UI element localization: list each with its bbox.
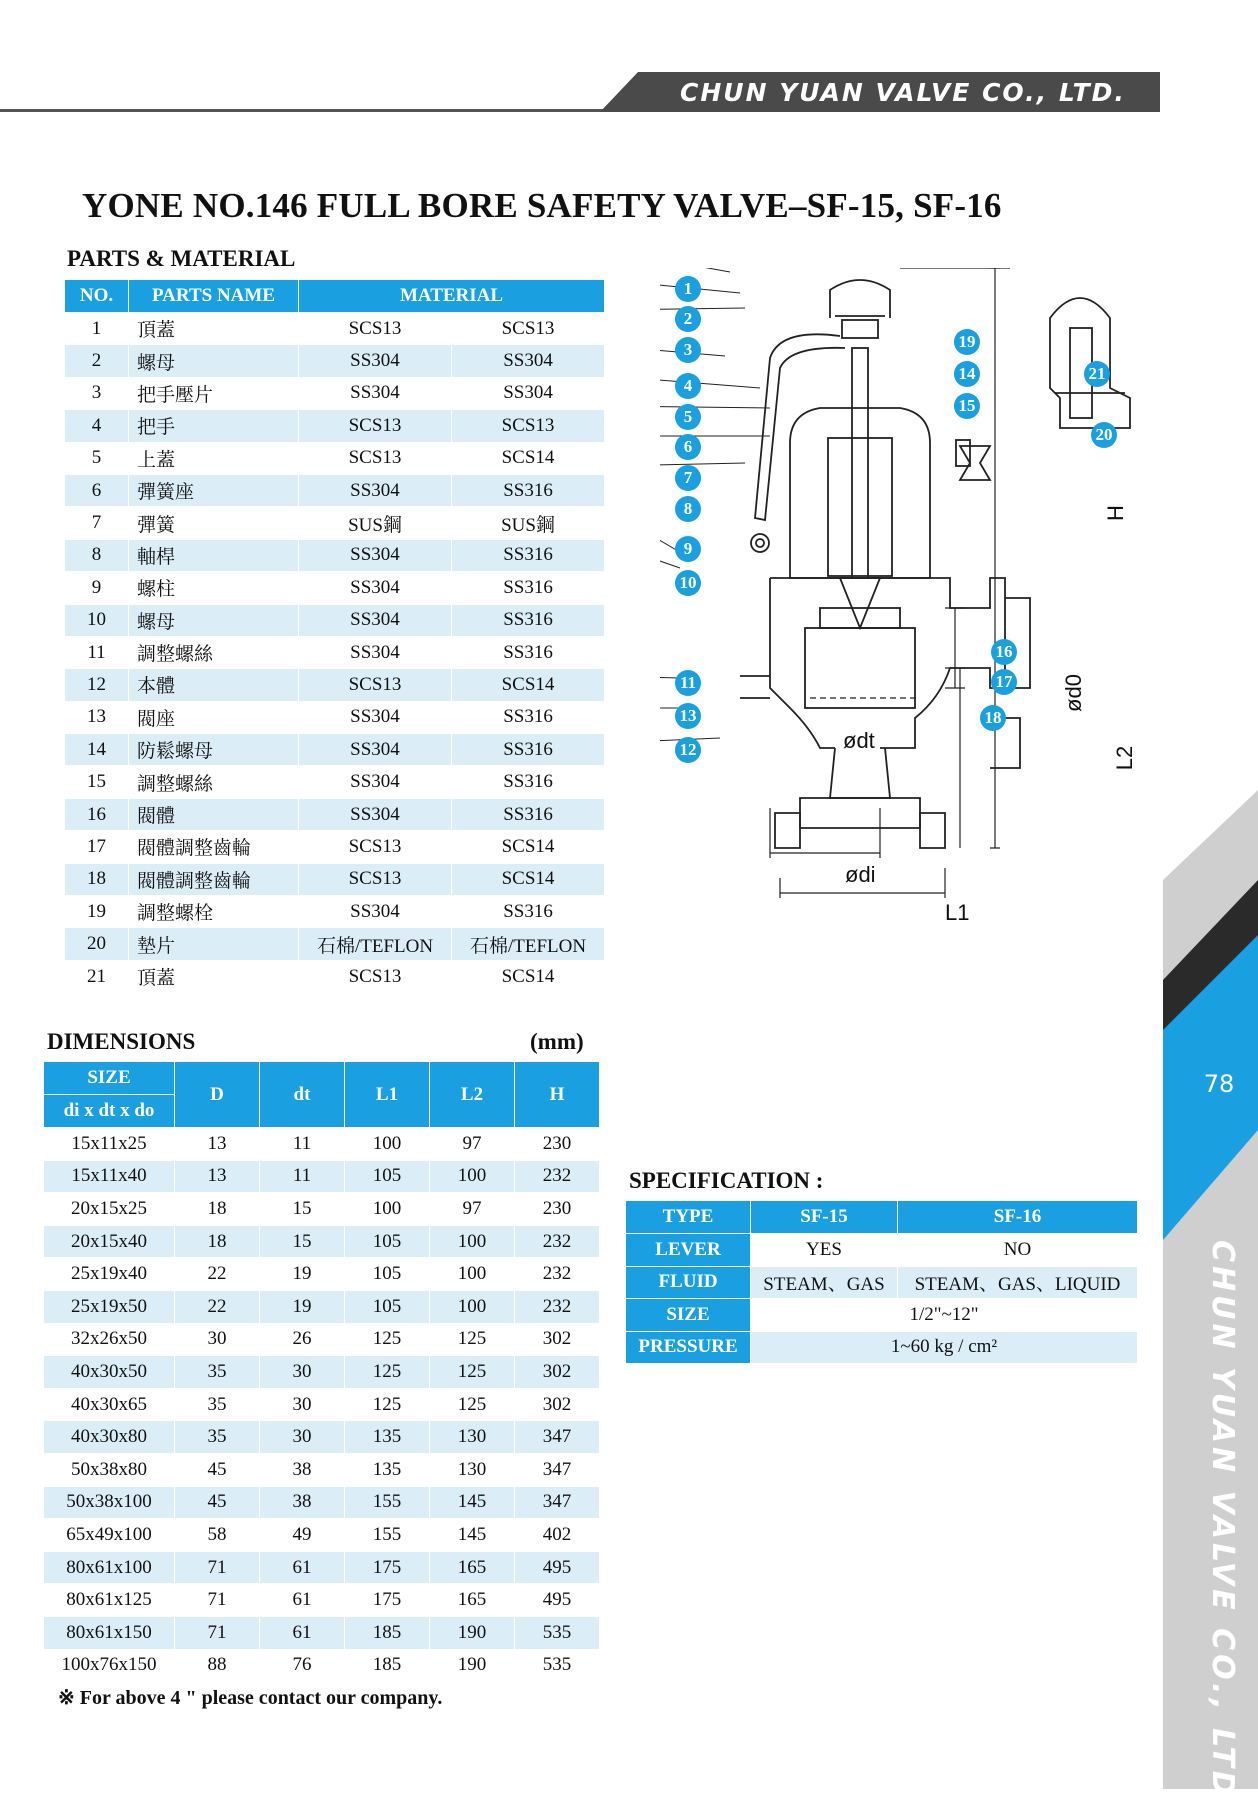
parts-cell-name: 調整螺栓 — [129, 896, 299, 928]
dimensions-footnote: ※ For above 4 " please contact our company. — [58, 1687, 443, 1709]
parts-cell-name: 把手 — [129, 410, 299, 442]
dims-cell-size: 50x38x100 — [44, 1486, 175, 1519]
parts-cell-material-sf16: SS316 — [452, 539, 605, 571]
parts-cell-name: 頂蓋 — [129, 960, 299, 992]
parts-cell-material-sf15: SUS鋼 — [299, 507, 452, 539]
dims-row — [44, 1128, 600, 1161]
dims-cell-l1: 105 — [345, 1258, 430, 1291]
parts-cell-material-sf15: SS304 — [299, 896, 452, 928]
parts-row — [65, 507, 605, 539]
dims-cell-h: 232 — [515, 1225, 600, 1258]
dim-d0-label: ød0 — [1060, 674, 1086, 712]
dims-cell-size: 40x30x65 — [44, 1388, 175, 1421]
parts-col-material: MATERIAL — [299, 280, 605, 313]
dims-col-d: D — [175, 1062, 260, 1128]
dims-row — [44, 1160, 600, 1193]
parts-table-body — [65, 313, 605, 993]
parts-cell-material-sf16: SCS14 — [452, 831, 605, 863]
dims-cell-dt: 38 — [260, 1453, 345, 1486]
parts-cell-material-sf15: SS304 — [299, 539, 452, 571]
parts-cell-material-sf16: SUS鋼 — [452, 507, 605, 539]
callout-19: 19 — [954, 329, 980, 355]
dims-cell-h: 302 — [515, 1323, 600, 1356]
dims-cell-d: 45 — [175, 1486, 260, 1519]
parts-row — [65, 896, 605, 928]
callout-13: 13 — [675, 703, 701, 729]
dims-cell-l1: 105 — [345, 1225, 430, 1258]
dims-cell-size: 80x61x150 — [44, 1616, 175, 1649]
dims-cell-h: 495 — [515, 1551, 600, 1584]
dims-cell-h: 230 — [515, 1128, 600, 1161]
parts-row — [65, 669, 605, 701]
parts-cell-material-sf15: SCS13 — [299, 669, 452, 701]
dims-cell-dt: 11 — [260, 1160, 345, 1193]
dims-cell-d: 18 — [175, 1193, 260, 1226]
parts-cell-material-sf15: SCS13 — [299, 863, 452, 895]
dims-cell-h: 347 — [515, 1453, 600, 1486]
dim-di-label: ødi — [845, 862, 876, 887]
dims-cell-d: 71 — [175, 1584, 260, 1617]
dims-cell-l1: 125 — [345, 1356, 430, 1389]
parts-cell-name: 調整螺絲 — [129, 766, 299, 798]
dims-cell-h: 402 — [515, 1519, 600, 1552]
spec-pressure-label: PRESSURE — [626, 1331, 751, 1364]
parts-cell-no: 21 — [65, 960, 129, 992]
dims-row — [44, 1225, 600, 1258]
dims-cell-size: 20x15x25 — [44, 1193, 175, 1226]
parts-cell-name: 螺母 — [129, 604, 299, 636]
parts-cell-no: 13 — [65, 701, 129, 733]
parts-cell-no: 16 — [65, 798, 129, 830]
dims-cell-l2: 100 — [430, 1258, 515, 1291]
header-company: CHUN YUAN VALVE CO., LTD. — [680, 78, 1126, 107]
dims-cell-dt: 38 — [260, 1486, 345, 1519]
dims-row — [44, 1356, 600, 1389]
spec-pressure-value: 1~60 kg / cm² — [751, 1331, 1138, 1364]
callout-8: 8 — [675, 496, 701, 522]
spec-fluid-sf16: STEAM、GAS、LIQUID — [898, 1266, 1138, 1299]
callout-11: 11 — [675, 670, 701, 696]
parts-cell-name: 把手壓片 — [129, 377, 299, 409]
dims-cell-dt: 19 — [260, 1290, 345, 1323]
dims-cell-dt: 61 — [260, 1551, 345, 1584]
parts-cell-material-sf16: SCS14 — [452, 863, 605, 895]
dim-l2-label: L2 — [1112, 745, 1138, 771]
parts-cell-name: 軸桿 — [129, 539, 299, 571]
dims-cell-l2: 125 — [430, 1323, 515, 1356]
parts-cell-no: 11 — [65, 636, 129, 668]
parts-cell-name: 閥體調整齒輪 — [129, 863, 299, 895]
dims-cell-dt: 19 — [260, 1258, 345, 1291]
parts-cell-material-sf15: SCS13 — [299, 960, 452, 992]
dims-cell-h: 232 — [515, 1290, 600, 1323]
parts-row — [65, 345, 605, 377]
parts-cell-material-sf15: SS304 — [299, 636, 452, 668]
spec-type-sf16: SF-16 — [898, 1201, 1138, 1234]
parts-cell-material-sf16: SCS13 — [452, 410, 605, 442]
parts-cell-material-sf16: SS316 — [452, 572, 605, 604]
callout-1: 1 — [675, 276, 701, 302]
parts-cell-material-sf16: SS316 — [452, 896, 605, 928]
dims-cell-h: 232 — [515, 1160, 600, 1193]
dims-cell-h: 302 — [515, 1356, 600, 1389]
parts-cell-name: 彈簧座 — [129, 474, 299, 506]
dims-cell-l2: 145 — [430, 1486, 515, 1519]
parts-cell-material-sf16: SS316 — [452, 636, 605, 668]
dims-row — [44, 1453, 600, 1486]
parts-cell-material-sf15: SCS13 — [299, 313, 452, 345]
parts-cell-no: 10 — [65, 604, 129, 636]
parts-cell-name: 本體 — [129, 669, 299, 701]
parts-row — [65, 377, 605, 409]
dims-row — [44, 1486, 600, 1519]
parts-cell-no: 17 — [65, 831, 129, 863]
parts-cell-name: 彈簧 — [129, 507, 299, 539]
dims-cell-l1: 125 — [345, 1323, 430, 1356]
parts-cell-material-sf16: 石棉/TEFLON — [452, 928, 605, 960]
dims-cell-d: 30 — [175, 1323, 260, 1356]
parts-cell-material-sf15: SCS13 — [299, 410, 452, 442]
dims-cell-l1: 105 — [345, 1290, 430, 1323]
dims-cell-d: 88 — [175, 1649, 260, 1682]
callout-17: 17 — [991, 669, 1017, 695]
parts-cell-name: 墊片 — [129, 928, 299, 960]
dims-col-h: H — [515, 1062, 600, 1128]
parts-cell-material-sf15: SS304 — [299, 701, 452, 733]
dims-cell-dt: 30 — [260, 1388, 345, 1421]
dims-cell-size: 80x61x100 — [44, 1551, 175, 1584]
dims-cell-d: 35 — [175, 1388, 260, 1421]
dims-col-size-sub: di x dt x do — [44, 1095, 175, 1128]
parts-table — [64, 279, 605, 993]
dims-cell-size: 25x19x40 — [44, 1258, 175, 1291]
dims-cell-size: 25x19x50 — [44, 1290, 175, 1323]
dim-h-label: H — [1102, 505, 1128, 521]
dims-cell-l1: 105 — [345, 1160, 430, 1193]
dims-row — [44, 1193, 600, 1226]
parts-cell-name: 上蓋 — [129, 442, 299, 474]
parts-cell-name: 防鬆螺母 — [129, 734, 299, 766]
dims-cell-d: 35 — [175, 1356, 260, 1389]
dim-dt-label: ødt — [843, 728, 875, 753]
parts-cell-material-sf16: SS316 — [452, 734, 605, 766]
parts-cell-name: 閥座 — [129, 701, 299, 733]
dims-cell-size: 15x11x40 — [44, 1160, 175, 1193]
spec-fluid-label: FLUID — [626, 1266, 751, 1299]
dims-cell-l1: 175 — [345, 1584, 430, 1617]
dims-row — [44, 1616, 600, 1649]
parts-row — [65, 410, 605, 442]
dims-row — [44, 1421, 600, 1454]
dims-cell-l2: 125 — [430, 1388, 515, 1421]
dims-cell-l2: 97 — [430, 1193, 515, 1226]
dims-cell-dt: 30 — [260, 1356, 345, 1389]
spec-lever-sf16: NO — [898, 1234, 1138, 1267]
dims-col-size: SIZE — [44, 1062, 175, 1095]
parts-cell-material-sf15: SS304 — [299, 798, 452, 830]
parts-cell-material-sf15: SS304 — [299, 345, 452, 377]
callout-9: 9 — [675, 536, 701, 562]
parts-row — [65, 960, 605, 992]
dims-row — [44, 1584, 600, 1617]
parts-cell-no: 20 — [65, 928, 129, 960]
dims-cell-l1: 155 — [345, 1519, 430, 1552]
dims-cell-l1: 100 — [345, 1128, 430, 1161]
dims-cell-d: 13 — [175, 1128, 260, 1161]
parts-cell-name: 閥體 — [129, 798, 299, 830]
dims-cell-h: 535 — [515, 1616, 600, 1649]
dims-cell-h: 347 — [515, 1486, 600, 1519]
dims-cell-d: 22 — [175, 1258, 260, 1291]
dimensions-table-body — [44, 1128, 600, 1682]
dims-cell-h: 495 — [515, 1584, 600, 1617]
dims-cell-l2: 125 — [430, 1356, 515, 1389]
callout-4: 4 — [675, 373, 701, 399]
parts-cell-material-sf15: SS304 — [299, 377, 452, 409]
dims-cell-dt: 15 — [260, 1225, 345, 1258]
spec-type-sf15: SF-15 — [751, 1201, 898, 1234]
dims-cell-size: 65x49x100 — [44, 1519, 175, 1552]
parts-cell-name: 調整螺絲 — [129, 636, 299, 668]
callout-5: 5 — [675, 404, 701, 430]
callout-2: 2 — [675, 306, 701, 332]
dims-cell-d: 13 — [175, 1160, 260, 1193]
parts-cell-material-sf16: SS316 — [452, 474, 605, 506]
parts-row — [65, 313, 605, 345]
parts-row — [65, 831, 605, 863]
dims-col-l2: L2 — [430, 1062, 515, 1128]
page-number: 78 — [1203, 1070, 1235, 1098]
dims-cell-l1: 125 — [345, 1388, 430, 1421]
parts-row — [65, 701, 605, 733]
parts-row — [65, 474, 605, 506]
parts-cell-material-sf15: SS304 — [299, 474, 452, 506]
parts-cell-material-sf16: SCS14 — [452, 960, 605, 992]
parts-cell-no: 5 — [65, 442, 129, 474]
cap-outline — [830, 280, 890, 318]
parts-cell-no: 2 — [65, 345, 129, 377]
dims-cell-h: 232 — [515, 1258, 600, 1291]
spec-size-value: 1/2"~12" — [751, 1299, 1138, 1332]
parts-row — [65, 539, 605, 571]
parts-row — [65, 572, 605, 604]
parts-cell-no: 6 — [65, 474, 129, 506]
parts-row — [65, 636, 605, 668]
dims-cell-d: 18 — [175, 1225, 260, 1258]
parts-cell-no: 9 — [65, 572, 129, 604]
sidebar-vertical-wrap — [1180, 1240, 1240, 1815]
dims-cell-l1: 175 — [345, 1551, 430, 1584]
parts-cell-no: 4 — [65, 410, 129, 442]
parts-cell-material-sf16: SCS14 — [452, 442, 605, 474]
dims-cell-h: 347 — [515, 1421, 600, 1454]
dims-cell-size: 20x15x40 — [44, 1225, 175, 1258]
dims-cell-l2: 190 — [430, 1616, 515, 1649]
parts-cell-no: 3 — [65, 377, 129, 409]
dims-row — [44, 1258, 600, 1291]
dims-cell-d: 58 — [175, 1519, 260, 1552]
dims-row — [44, 1323, 600, 1356]
dimensions-table — [43, 1061, 600, 1682]
specification-table — [625, 1200, 1138, 1364]
dimensions-heading: DIMENSIONS — [47, 1029, 196, 1054]
specification-heading: SPECIFICATION : — [629, 1168, 824, 1193]
parts-cell-material-sf15: SS304 — [299, 734, 452, 766]
dims-cell-d: 71 — [175, 1616, 260, 1649]
parts-cell-material-sf16: SS316 — [452, 798, 605, 830]
dims-cell-size: 15x11x25 — [44, 1128, 175, 1161]
dims-cell-l1: 155 — [345, 1486, 430, 1519]
dims-cell-dt: 61 — [260, 1616, 345, 1649]
parts-row — [65, 863, 605, 895]
parts-cell-material-sf16: SCS13 — [452, 313, 605, 345]
dims-cell-l2: 165 — [430, 1551, 515, 1584]
dims-cell-l1: 185 — [345, 1616, 430, 1649]
parts-row — [65, 798, 605, 830]
parts-cell-material-sf16: SS316 — [452, 766, 605, 798]
dims-row — [44, 1290, 600, 1323]
dims-cell-size: 32x26x50 — [44, 1323, 175, 1356]
dims-col-dt: dt — [260, 1062, 345, 1128]
parts-cell-no: 15 — [65, 766, 129, 798]
dims-cell-dt: 26 — [260, 1323, 345, 1356]
spec-lever-label: LEVER — [626, 1234, 751, 1267]
dims-cell-l2: 165 — [430, 1584, 515, 1617]
parts-cell-material-sf16: SS316 — [452, 701, 605, 733]
dims-cell-l1: 135 — [345, 1421, 430, 1454]
parts-cell-material-sf15: SS304 — [299, 766, 452, 798]
dims-row — [44, 1551, 600, 1584]
callout-21: 21 — [1084, 361, 1110, 387]
parts-cell-material-sf15: SCS13 — [299, 831, 452, 863]
valve-drawing — [660, 268, 1150, 948]
parts-cell-material-sf15: SS304 — [299, 572, 452, 604]
dims-cell-h: 230 — [515, 1193, 600, 1226]
dims-cell-dt: 49 — [260, 1519, 345, 1552]
dims-cell-size: 80x61x125 — [44, 1584, 175, 1617]
parts-cell-no: 12 — [65, 669, 129, 701]
dims-cell-l2: 190 — [430, 1649, 515, 1682]
parts-cell-name: 頂蓋 — [129, 313, 299, 345]
dims-cell-l2: 100 — [430, 1290, 515, 1323]
parts-row — [65, 734, 605, 766]
dims-cell-dt: 76 — [260, 1649, 345, 1682]
dims-cell-d: 45 — [175, 1453, 260, 1486]
dims-cell-l2: 97 — [430, 1128, 515, 1161]
dims-cell-d: 35 — [175, 1421, 260, 1454]
dims-cell-l2: 130 — [430, 1421, 515, 1454]
parts-cell-material-sf16: SS316 — [452, 604, 605, 636]
dims-cell-d: 22 — [175, 1290, 260, 1323]
page-title: YONE NO.146 FULL BORE SAFETY VALVE–SF-15, SF-16 — [82, 186, 1002, 225]
dims-cell-dt: 30 — [260, 1421, 345, 1454]
parts-row — [65, 928, 605, 960]
parts-cell-name: 螺母 — [129, 345, 299, 377]
callout-12: 12 — [675, 737, 701, 763]
parts-heading: PARTS & MATERIAL — [67, 246, 296, 271]
dims-cell-dt: 11 — [260, 1128, 345, 1161]
parts-cell-material-sf16: SS304 — [452, 345, 605, 377]
dim-l1-label: L1 — [945, 900, 970, 925]
callout-10: 10 — [675, 570, 701, 596]
spec-size-label: SIZE — [626, 1299, 751, 1332]
parts-cell-material-sf15: SS304 — [299, 604, 452, 636]
callout-3: 3 — [675, 337, 701, 363]
dimensions-unit: (mm) — [530, 1029, 584, 1054]
parts-cell-no: 14 — [65, 734, 129, 766]
parts-cell-material-sf16: SS304 — [452, 377, 605, 409]
callout-7: 7 — [675, 465, 701, 491]
dims-cell-l2: 100 — [430, 1225, 515, 1258]
callout-18: 18 — [980, 705, 1006, 731]
dims-row — [44, 1388, 600, 1421]
dims-cell-l1: 100 — [345, 1193, 430, 1226]
dims-cell-l1: 135 — [345, 1453, 430, 1486]
parts-row — [65, 766, 605, 798]
sidebar-vertical-text: CHUN YUAN VALVE CO., LTD. — [1205, 1240, 1240, 1815]
parts-cell-material-sf15: SCS13 — [299, 442, 452, 474]
dims-col-l1: L1 — [345, 1062, 430, 1128]
parts-cell-name: 螺柱 — [129, 572, 299, 604]
callout-16: 16 — [991, 639, 1017, 665]
parts-cell-no: 7 — [65, 507, 129, 539]
dims-row — [44, 1519, 600, 1552]
dims-cell-dt: 61 — [260, 1584, 345, 1617]
dims-cell-size: 40x30x80 — [44, 1421, 175, 1454]
callout-14: 14 — [954, 361, 980, 387]
parts-row — [65, 442, 605, 474]
dims-cell-h: 535 — [515, 1649, 600, 1682]
dims-cell-size: 100x76x150 — [44, 1649, 175, 1682]
callout-15: 15 — [954, 393, 980, 419]
parts-cell-no: 19 — [65, 896, 129, 928]
parts-cell-no: 18 — [65, 863, 129, 895]
parts-col-no: NO. — [65, 280, 129, 313]
spec-type-label: TYPE — [626, 1201, 751, 1234]
dims-row — [44, 1649, 600, 1682]
parts-cell-material-sf15: 石棉/TEFLON — [299, 928, 452, 960]
dims-cell-size: 40x30x50 — [44, 1356, 175, 1389]
callout-20: 20 — [1091, 422, 1117, 448]
parts-cell-no: 8 — [65, 539, 129, 571]
dims-cell-l2: 130 — [430, 1453, 515, 1486]
dims-cell-size: 50x38x80 — [44, 1453, 175, 1486]
dims-cell-d: 71 — [175, 1551, 260, 1584]
parts-cell-material-sf16: SCS14 — [452, 669, 605, 701]
dims-cell-l2: 145 — [430, 1519, 515, 1552]
dims-cell-l1: 185 — [345, 1649, 430, 1682]
dims-cell-dt: 15 — [260, 1193, 345, 1226]
parts-col-name: PARTS NAME — [129, 280, 299, 313]
parts-cell-name: 閥體調整齒輪 — [129, 831, 299, 863]
dims-cell-h: 302 — [515, 1388, 600, 1421]
spec-fluid-sf15: STEAM、GAS — [751, 1266, 898, 1299]
dims-cell-l2: 100 — [430, 1160, 515, 1193]
parts-row — [65, 604, 605, 636]
spec-lever-sf15: YES — [751, 1234, 898, 1267]
callout-6: 6 — [675, 434, 701, 460]
parts-cell-no: 1 — [65, 313, 129, 345]
